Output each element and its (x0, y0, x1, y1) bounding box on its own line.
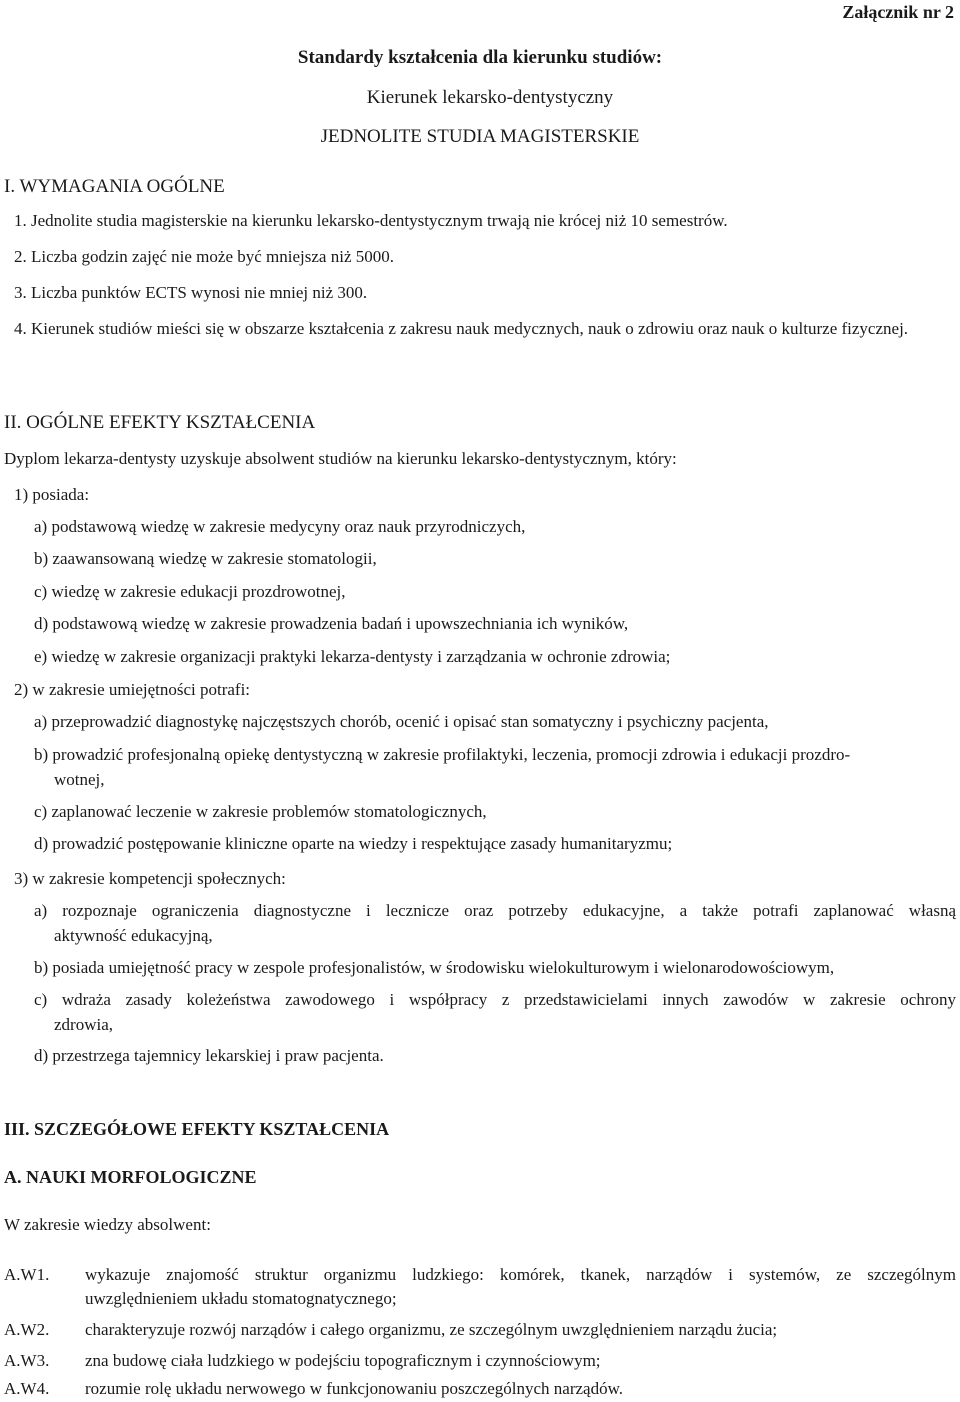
requirement-item-text: 4. Kierunek studiów mieści się w obszarze kształcenia z zakresu nauk medycznych, nauk o zdrowiu oraz nauk o kulturze fizycznej. (14, 319, 909, 338)
requirement-item: 3. Liczba punktów ECTS wynosi nie mniej niż 300. (14, 283, 368, 302)
outcome-group-label: 3) w zakresie kompetencji społecznych: (14, 869, 286, 888)
requirement-item (14, 316, 958, 342)
annex-label: Załącznik nr 2 (842, 2, 954, 22)
section-2-heading: II. OGÓLNE EFEKTY KSZTAŁCENIA (4, 412, 316, 433)
section-3-heading: III. SZCZEGÓŁOWE EFEKTY KSZTAŁCENIA (4, 1119, 390, 1139)
outcome-description-continuation: uwzględnieniem układu stomatognatycznego; (85, 1289, 397, 1308)
outcome-group-label: 2) w zakresie umiejętności potrafi: (14, 680, 251, 699)
section-1-heading: I. WYMAGANIA OGÓLNE (4, 176, 225, 197)
outcome-item-continuation: wotnej, (54, 770, 105, 789)
outcome-item: b) zaawansowaną wiedzę w zakresie stomatologii, (34, 549, 377, 568)
outcome-description: wykazuje znajomość struktur organizmu ludzkiego: komórek, tkanek, narządów i systemów, ze szczególnym (85, 1265, 956, 1284)
outcome-item: c) zaplanować leczenie w zakresie problemów stomatologicznych, (34, 802, 487, 821)
outcome-item-continuation: aktywność edukacyjną, (54, 926, 213, 945)
outcome-item: d) podstawową wiedzę w zakresie prowadzenia badań i upowszechniania ich wyników, (34, 614, 629, 633)
outcome-description: zna budowę ciała ludzkiego w podejściu topograficznym i czynnościowym; (85, 1351, 601, 1370)
outcome-item: d) prowadzić postępowanie kliniczne oparte na wiedzy i respektujące zasady humanitaryzmu; (34, 834, 673, 853)
section-3-intro: W zakresie wiedzy absolwent: (4, 1215, 211, 1234)
outcome-item: c) wiedzę w zakresie edukacji prozdrowotnej, (34, 582, 346, 601)
requirement-item: 2. Liczba godzin zajęć nie może być mniejsza niż 5000. (14, 247, 394, 266)
requirement-item: 1. Jednolite studia magisterskie na kierunku lekarsko-dentystycznym trwają nie krócej niż 10 semestrów. (14, 211, 728, 230)
outcome-item: a) przeprowadzić diagnostykę najczęstszych chorób, ocenić i opisać stan somatyczny i psychiczny pacjenta, (34, 712, 769, 731)
outcome-description: charakteryzuje rozwój narządów i całego organizmu, ze szczególnym uwzględnieniem narządu żucia; (85, 1320, 778, 1339)
outcome-item: c) wdraża zasady koleżeństwa zawodowego i współpracy z przedstawicielami innych zawodów w zakresie ochrony (34, 990, 956, 1009)
section-2-intro: Dyplom lekarza-dentysty uzyskuje absolwent studiów na kierunku lekarsko-dentystycznym, który: (4, 449, 677, 468)
outcome-item: e) wiedzę w zakresie organizacji praktyki lekarza-dentysty i zarządzania w ochronie zdrowia; (34, 647, 671, 666)
outcome-group-label: 1) posiada: (14, 485, 90, 504)
outcome-description: rozumie rolę układu nerwowego w funkcjonowaniu poszczególnych narządów. (85, 1379, 623, 1398)
outcome-item-continuation: zdrowia, (54, 1015, 114, 1034)
outcome-item: b) posiada umiejętność pracy w zespole profesjonalistów, w środowisku wielokulturowym i wielonarodowościowym, (34, 958, 835, 977)
outcome-code: A.W1. (4, 1265, 50, 1284)
outcome-item: d) przestrzega tajemnicy lekarskiej i praw pacjenta. (34, 1046, 384, 1065)
section-3-subheading: A. NAUKI MORFOLOGICZNE (4, 1167, 257, 1187)
document-title: Standardy kształcenia dla kierunku studiów: (297, 47, 663, 68)
outcome-item: b) prowadzić profesjonalną opiekę dentystyczną w zakresie profilaktyki, leczenia, promocji zdrowia i edukacji prozdro- (34, 745, 851, 764)
outcome-code: A.W3. (4, 1351, 50, 1370)
study-level: JEDNOLITE STUDIA MAGISTERSKIE (320, 126, 640, 147)
outcome-code: A.W4. (4, 1379, 50, 1398)
field-of-study: Kierunek lekarsko-dentystyczny (366, 87, 614, 108)
outcome-item: a) podstawową wiedzę w zakresie medycyny oraz nauk przyrodniczych, (34, 517, 526, 536)
outcome-item: a) rozpoznaje ograniczenia diagnostyczne i lecznicze oraz potrzeby edukacyjne, a także potrafi zaplanować własną (34, 901, 956, 920)
outcome-code: A.W2. (4, 1320, 50, 1339)
